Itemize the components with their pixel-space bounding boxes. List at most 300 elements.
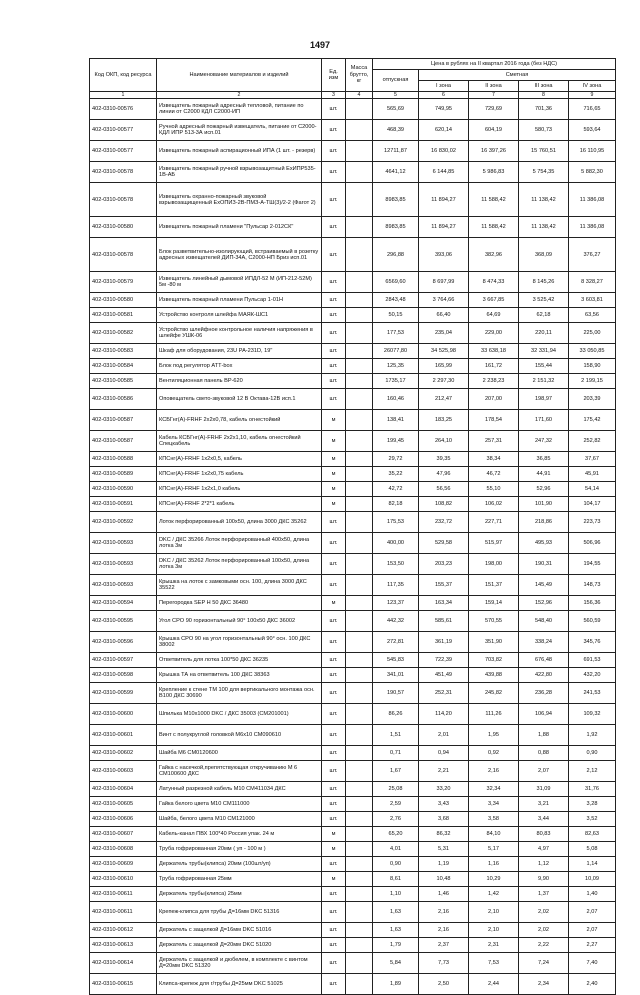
row-code: 402-0310-00597 (90, 653, 157, 668)
row-unit: шт. (322, 902, 346, 923)
row-zone1-price: 86,32 (419, 827, 469, 842)
row-zone1-price: 56,56 (419, 482, 469, 497)
row-zone2-price: 5,17 (469, 842, 519, 857)
row-zone1-price: 183,25 (419, 410, 469, 431)
row-zone2-price: 33 638,18 (469, 344, 519, 359)
row-zone2-price: 729,69 (469, 99, 519, 120)
row-release-price: 42,72 (373, 482, 419, 497)
row-release-price: 125,35 (373, 359, 419, 374)
row-zone4-price: 376,27 (569, 238, 616, 272)
row-name: Блок под регулятор АТТ-box (157, 359, 322, 374)
table-row (90, 533, 616, 554)
row-mass (346, 872, 373, 887)
row-zone2-price: 161,72 (469, 359, 519, 374)
row-code: 402-0310-00598 (90, 668, 157, 683)
row-unit: шт. (322, 938, 346, 953)
row-name: Крышка ТА на ответвитель 100 ДКС 38363 (157, 668, 322, 683)
row-release-price: 8983,85 (373, 217, 419, 238)
row-zone3-price: 15 760,51 (519, 141, 569, 162)
row-zone4-price: 203,39 (569, 389, 616, 410)
row-code: 402-0310-00595 (90, 611, 157, 632)
row-release-price: 0,90 (373, 857, 419, 872)
row-zone2-price: 16 397,26 (469, 141, 519, 162)
row-code: 402-0310-00599 (90, 683, 157, 704)
row-zone4-price: 158,90 (569, 359, 616, 374)
table-row (90, 938, 616, 953)
row-mass (346, 653, 373, 668)
row-name: КПСнг(А)-FRHF 1х2х0,5, кабель (157, 452, 322, 467)
row-zone1-price: 1,46 (419, 887, 469, 902)
row-name: Вентиляционная панель ВР-620 (157, 374, 322, 389)
row-mass (346, 725, 373, 746)
row-unit: шт. (322, 308, 346, 323)
row-zone4-price: 593,64 (569, 120, 616, 141)
row-name: Держатель с защелкой Д=16мм DKC 51016 (157, 923, 322, 938)
table-row (90, 293, 616, 308)
row-zone1-price: 2,01 (419, 725, 469, 746)
row-zone4-price: 5,08 (569, 842, 616, 857)
table-row (90, 842, 616, 857)
row-unit: шт. (322, 238, 346, 272)
row-code: 402-0310-00609 (90, 857, 157, 872)
row-code: 402-0310-00587 (90, 410, 157, 431)
row-release-price: 177,53 (373, 323, 419, 344)
row-zone1-price: 749,95 (419, 99, 469, 120)
row-code: 402-0310-00607 (90, 827, 157, 842)
row-name: Кабель КСБГнг(А)-FRHF 2х2х1,10, кабель огнестойкий Спецкабель (157, 431, 322, 452)
row-mass (346, 704, 373, 725)
row-release-price: 26077,80 (373, 344, 419, 359)
row-zone2-price: 2,44 (469, 974, 519, 995)
row-code: 402-0310-00580 (90, 293, 157, 308)
row-mass (346, 611, 373, 632)
row-zone1-price: 5,31 (419, 842, 469, 857)
row-mass (346, 953, 373, 974)
row-zone4-price: 5 882,30 (569, 162, 616, 183)
row-zone3-price: 44,91 (519, 467, 569, 482)
row-unit: шт. (322, 554, 346, 575)
row-zone3-price: 422,80 (519, 668, 569, 683)
table-row (90, 953, 616, 974)
row-zone4-price: 7,40 (569, 953, 616, 974)
row-unit: м (322, 596, 346, 611)
row-zone4-price: 11 386,08 (569, 183, 616, 217)
row-name: Извещатель пожарный аспирационный ИПА (1 шт. - резерв) (157, 141, 322, 162)
row-zone3-price: 31,09 (519, 782, 569, 797)
row-name: Ручной адресный пожарный извещатель, питание от С2000-КДЛ ИПР 513-3А исп.01 (157, 120, 322, 141)
row-release-price: 2,76 (373, 812, 419, 827)
row-zone4-price: 31,76 (569, 782, 616, 797)
row-zone4-price: 252,82 (569, 431, 616, 452)
row-zone2-price: 11 588,42 (469, 183, 519, 217)
row-name: Гайка белого цвета М10 CM111000 (157, 797, 322, 812)
row-mass (346, 923, 373, 938)
header-estimate: Сметная (419, 70, 616, 81)
row-zone2-price: 515,97 (469, 533, 519, 554)
row-zone1-price: 2,37 (419, 938, 469, 953)
row-code: 402-0310-00576 (90, 99, 157, 120)
row-release-price: 117,35 (373, 575, 419, 596)
table-row (90, 217, 616, 238)
row-zone2-price: 111,26 (469, 704, 519, 725)
page-number: 1497 (309, 40, 331, 50)
column-number: 3 (322, 92, 346, 99)
table-row (90, 344, 616, 359)
row-mass (346, 374, 373, 389)
row-zone3-price: 11 138,42 (519, 183, 569, 217)
row-zone3-price: 3,21 (519, 797, 569, 812)
row-mass (346, 575, 373, 596)
row-release-price: 4,01 (373, 842, 419, 857)
row-release-price: 82,18 (373, 497, 419, 512)
row-zone2-price: 227,71 (469, 512, 519, 533)
row-name: Устройство шлейфное контрольное наличия напряжения в шлейфе УШК-06 (157, 323, 322, 344)
row-code: 402-0310-00588 (90, 452, 157, 467)
row-code: 402-0310-00610 (90, 872, 157, 887)
column-number: 2 (157, 92, 322, 99)
table-row (90, 141, 616, 162)
row-code: 402-0310-00584 (90, 359, 157, 374)
row-zone1-price: 529,58 (419, 533, 469, 554)
row-release-price: 190,57 (373, 683, 419, 704)
row-zone2-price: 0,92 (469, 746, 519, 761)
row-zone2-price: 64,69 (469, 308, 519, 323)
row-zone1-price: 212,47 (419, 389, 469, 410)
row-zone4-price: 10,09 (569, 872, 616, 887)
row-zone3-price: 701,36 (519, 99, 569, 120)
table-row (90, 323, 616, 344)
row-code: 402-0310-00585 (90, 374, 157, 389)
row-mass (346, 323, 373, 344)
column-number: 6 (419, 92, 469, 99)
table-row (90, 797, 616, 812)
row-unit: шт. (322, 797, 346, 812)
row-zone4-price: 241,53 (569, 683, 616, 704)
table-row (90, 887, 616, 902)
row-zone4-price: 2,07 (569, 923, 616, 938)
row-release-price: 175,53 (373, 512, 419, 533)
row-zone3-price: 62,18 (519, 308, 569, 323)
row-code: 402-0310-00611 (90, 887, 157, 902)
row-mass (346, 554, 373, 575)
row-zone1-price: 3,43 (419, 797, 469, 812)
row-unit: шт. (322, 575, 346, 596)
row-zone2-price: 3,34 (469, 797, 519, 812)
row-unit: шт. (322, 782, 346, 797)
row-zone3-price: 7,24 (519, 953, 569, 974)
row-zone3-price: 220,11 (519, 323, 569, 344)
row-zone1-price: 2,16 (419, 923, 469, 938)
row-zone2-price: 604,19 (469, 120, 519, 141)
row-code: 402-0310-00592 (90, 512, 157, 533)
row-release-price: 468,39 (373, 120, 419, 141)
row-mass (346, 596, 373, 611)
row-zone2-price: 55,10 (469, 482, 519, 497)
row-unit: шт. (322, 683, 346, 704)
row-unit: м (322, 410, 346, 431)
row-name: Устройство контроля шлейфа МАЯК-ШС1 (157, 308, 322, 323)
row-mass (346, 238, 373, 272)
row-zone4-price: 109,32 (569, 704, 616, 725)
row-zone2-price: 11 588,42 (469, 217, 519, 238)
row-code: 402-0310-00611 (90, 902, 157, 923)
row-release-price: 138,41 (373, 410, 419, 431)
row-code: 402-0310-00578 (90, 238, 157, 272)
row-name: Гайка с насечкой,препятствующая откручиванию М 6 СМ100600 ДКС (157, 761, 322, 782)
row-name: Извещатель пожарный пламени "Пульсар 2-012СК" (157, 217, 322, 238)
table-row (90, 554, 616, 575)
row-zone1-price: 393,06 (419, 238, 469, 272)
header-code: Код ОКП, код ресурса (90, 59, 157, 92)
row-code: 402-0310-00604 (90, 782, 157, 797)
column-number: 7 (469, 92, 519, 99)
row-code: 402-0310-00612 (90, 923, 157, 938)
row-release-price: 296,88 (373, 238, 419, 272)
row-zone1-price: 3 764,66 (419, 293, 469, 308)
header-mass: Масса брутто, кг (346, 59, 373, 92)
row-zone4-price: 691,53 (569, 653, 616, 668)
row-zone2-price: 2,10 (469, 923, 519, 938)
row-zone2-price: 10,29 (469, 872, 519, 887)
row-zone1-price: 8 697,99 (419, 272, 469, 293)
row-name: Держатель с защелкой Д=20мм DKC 51020 (157, 938, 322, 953)
row-zone4-price: 1,14 (569, 857, 616, 872)
row-mass (346, 632, 373, 653)
row-mass (346, 272, 373, 293)
row-zone1-price: 361,19 (419, 632, 469, 653)
row-zone1-price: 11 894,27 (419, 183, 469, 217)
row-zone4-price: 37,67 (569, 452, 616, 467)
row-mass (346, 293, 373, 308)
row-zone3-price: 580,73 (519, 120, 569, 141)
row-name: Винт с полукруглой головкой М6х10 СМ090610 (157, 725, 322, 746)
row-code: 402-0310-00582 (90, 323, 157, 344)
row-name: Труба гофрированная 20мм ( уп - 100 м ) (157, 842, 322, 857)
row-zone3-price: 145,49 (519, 575, 569, 596)
row-zone1-price: 11 894,27 (419, 217, 469, 238)
row-zone3-price: 36,85 (519, 452, 569, 467)
row-release-price: 160,46 (373, 389, 419, 410)
table-row (90, 902, 616, 923)
table-row (90, 761, 616, 782)
row-zone3-price: 11 138,42 (519, 217, 569, 238)
row-code: 402-0310-00578 (90, 162, 157, 183)
table-row (90, 120, 616, 141)
row-zone4-price: 82,63 (569, 827, 616, 842)
column-number: 8 (519, 92, 569, 99)
row-name: Лоток перфорированный 100х50, длина 3000 ДКС 35262 (157, 512, 322, 533)
row-zone4-price: 506,96 (569, 533, 616, 554)
table-row (90, 431, 616, 452)
row-unit: шт. (322, 725, 346, 746)
row-unit: шт. (322, 272, 346, 293)
row-zone3-price: 2,02 (519, 923, 569, 938)
row-name: Латунный разрезной кабель М10 CM411034 ДКС (157, 782, 322, 797)
table-row (90, 704, 616, 725)
row-code: 402-0310-00590 (90, 482, 157, 497)
row-code: 402-0310-00615 (90, 974, 157, 995)
row-name: Извещатель пожарный пламени Пульсар 1-01Н (157, 293, 322, 308)
row-name: DKC / ДКС 35262 Лоток перфорированный 100х50, длина лотка 3м (157, 554, 322, 575)
table-row (90, 974, 616, 995)
row-unit: шт. (322, 183, 346, 217)
row-name: Труба гофрированная 25мм (157, 872, 322, 887)
header-release: отпускная (373, 70, 419, 92)
row-zone2-price: 1,42 (469, 887, 519, 902)
row-zone4-price: 1,92 (569, 725, 616, 746)
row-unit: шт. (322, 141, 346, 162)
row-release-price: 0,71 (373, 746, 419, 761)
row-zone3-price: 32 331,94 (519, 344, 569, 359)
row-zone2-price: 84,10 (469, 827, 519, 842)
row-zone2-price: 3,58 (469, 812, 519, 827)
row-zone3-price: 1,88 (519, 725, 569, 746)
row-mass (346, 183, 373, 217)
table-row (90, 99, 616, 120)
row-zone1-price: 2,16 (419, 902, 469, 923)
row-code: 402-0310-00591 (90, 497, 157, 512)
row-code: 402-0310-00581 (90, 308, 157, 323)
row-mass (346, 359, 373, 374)
row-name: Держатель с защелкой и дюбелем, в комплекте с винтом Д=20мм DKC 51320 (157, 953, 322, 974)
row-unit: шт. (322, 217, 346, 238)
row-name: КПСнг(А)-FRHF 1х2х0,75 кабель (157, 467, 322, 482)
row-mass (346, 482, 373, 497)
row-name: Угол CPO 90 горизонтальный 90° 100х50 ДКС 36002 (157, 611, 322, 632)
table-row (90, 872, 616, 887)
row-zone2-price: 3 667,85 (469, 293, 519, 308)
column-number: 4 (346, 92, 373, 99)
row-mass (346, 389, 373, 410)
row-zone2-price: 1,16 (469, 857, 519, 872)
row-zone1-price: 0,94 (419, 746, 469, 761)
row-release-price: 1,67 (373, 761, 419, 782)
row-zone1-price: 585,61 (419, 611, 469, 632)
row-zone1-price: 16 830,02 (419, 141, 469, 162)
table-row (90, 782, 616, 797)
row-zone1-price: 2,21 (419, 761, 469, 782)
row-zone4-price: 2 199,15 (569, 374, 616, 389)
row-zone1-price: 163,34 (419, 596, 469, 611)
row-unit: шт. (322, 746, 346, 761)
row-zone4-price: 345,76 (569, 632, 616, 653)
row-name: Клипса-крепеж для г/трубы Д=25мм DKC 51025 (157, 974, 322, 995)
header-zone3: III зона (519, 81, 569, 92)
row-zone2-price: 7,53 (469, 953, 519, 974)
row-zone2-price: 178,54 (469, 410, 519, 431)
row-zone2-price: 5 986,83 (469, 162, 519, 183)
row-name: Шпилька М10х1000 DKC / ДКС 35003 (CM201001) (157, 704, 322, 725)
row-code: 402-0310-00603 (90, 761, 157, 782)
row-zone4-price: 148,73 (569, 575, 616, 596)
header-name: Наименование материалов и изделий (157, 59, 322, 92)
row-release-price: 8983,85 (373, 183, 419, 217)
row-zone3-price: 3 525,42 (519, 293, 569, 308)
row-name: Блок разветвительно-изолирующий, встраиваемый в розетку адресных извещателей ДИП-34А, С2000-НП Бриз исп.01 (157, 238, 322, 272)
row-release-price: 545,83 (373, 653, 419, 668)
row-zone1-price: 1,19 (419, 857, 469, 872)
row-code: 402-0310-00606 (90, 812, 157, 827)
row-unit: шт. (322, 761, 346, 782)
row-unit: шт. (322, 653, 346, 668)
row-unit: шт. (322, 953, 346, 974)
row-release-price: 153,50 (373, 554, 419, 575)
row-release-price: 5,84 (373, 953, 419, 974)
row-zone3-price: 101,90 (519, 497, 569, 512)
row-code: 402-0310-00580 (90, 217, 157, 238)
table-row (90, 482, 616, 497)
row-name: КПСнг(А)-FRHF 1х2х1,0 кабель (157, 482, 322, 497)
row-zone3-price: 155,44 (519, 359, 569, 374)
table-row (90, 238, 616, 272)
row-zone4-price: 104,17 (569, 497, 616, 512)
row-zone1-price: 7,73 (419, 953, 469, 974)
row-mass (346, 497, 373, 512)
row-release-price: 1,63 (373, 902, 419, 923)
row-mass (346, 902, 373, 923)
row-name: Ответвитель для лотка 100*50 ДКС 36235 (157, 653, 322, 668)
row-unit: шт. (322, 323, 346, 344)
row-release-price: 65,20 (373, 827, 419, 842)
row-unit: м (322, 842, 346, 857)
row-unit: м (322, 482, 346, 497)
row-unit: м (322, 497, 346, 512)
row-name: Шкаф для оборудования, 23U РА-231D, 19" (157, 344, 322, 359)
row-release-price: 1,63 (373, 923, 419, 938)
header-zone2: II зона (469, 81, 519, 92)
row-zone3-price: 247,32 (519, 431, 569, 452)
row-mass (346, 467, 373, 482)
row-zone4-price: 54,14 (569, 482, 616, 497)
row-name: Оповещатель свето-звуковой 12 В Октава-12В исп.1 (157, 389, 322, 410)
table-row (90, 183, 616, 217)
row-release-price: 1,89 (373, 974, 419, 995)
row-mass (346, 217, 373, 238)
table-row (90, 812, 616, 827)
row-zone3-price: 80,83 (519, 827, 569, 842)
column-number: 5 (373, 92, 419, 99)
row-zone4-price: 3,52 (569, 812, 616, 827)
price-table (89, 58, 616, 995)
row-mass (346, 308, 373, 323)
row-zone2-price: 2,10 (469, 902, 519, 923)
row-release-price: 2843,48 (373, 293, 419, 308)
row-mass (346, 812, 373, 827)
row-release-price: 1,51 (373, 725, 419, 746)
row-zone2-price: 382,96 (469, 238, 519, 272)
row-zone4-price: 2,12 (569, 761, 616, 782)
row-name: Шайба М6 CM0120600 (157, 746, 322, 761)
row-zone4-price: 2,40 (569, 974, 616, 995)
header-price-group: Цена в рублях на II квартал 2016 года (без НДС) (373, 59, 616, 70)
table-row (90, 452, 616, 467)
row-unit: шт. (322, 162, 346, 183)
row-zone4-price: 63,56 (569, 308, 616, 323)
row-zone1-price: 722,39 (419, 653, 469, 668)
row-zone4-price: 11 386,08 (569, 217, 616, 238)
row-zone1-price: 252,31 (419, 683, 469, 704)
row-unit: шт. (322, 120, 346, 141)
row-zone1-price: 2,50 (419, 974, 469, 995)
row-mass (346, 533, 373, 554)
row-zone3-price: 2,34 (519, 974, 569, 995)
row-zone4-price: 175,42 (569, 410, 616, 431)
row-name: Перегородка SEP Н 50 ДКС 36480 (157, 596, 322, 611)
table-row (90, 272, 616, 293)
row-mass (346, 782, 373, 797)
header-zone1: I зона (419, 81, 469, 92)
row-zone1-price: 39,35 (419, 452, 469, 467)
